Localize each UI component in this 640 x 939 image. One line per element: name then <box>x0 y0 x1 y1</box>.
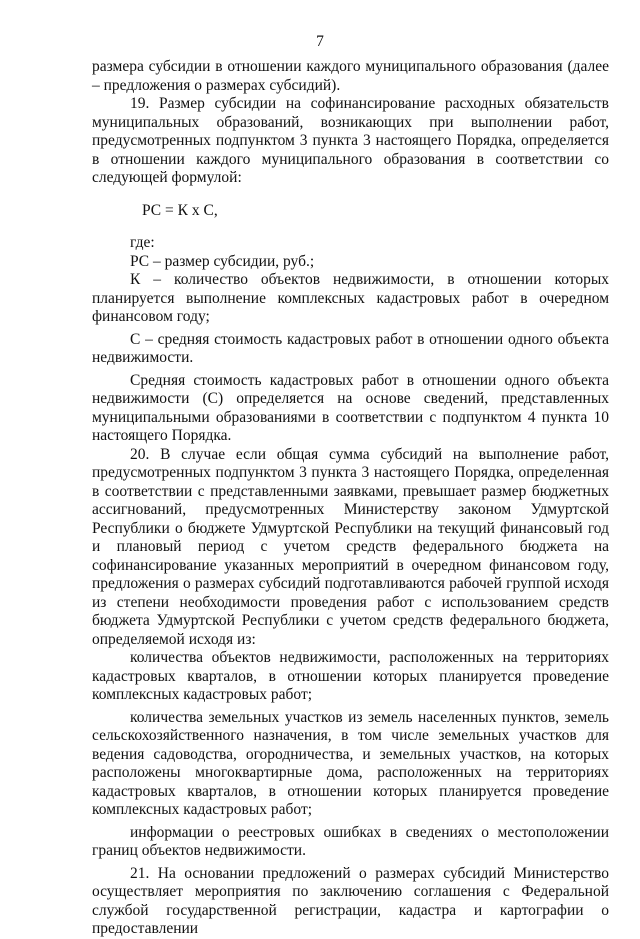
list-item-registry-errors: информации о реестровых ошибках в сведениях о местоположении границ объектов недвижимости. <box>92 823 609 859</box>
list-item-land-plots: количества земельных участков из земель населенных пунктов, земель сельскохозяйственного назначения, в том числе земельных участков для ведения садоводства, огородничества, и земельных участков, на которых расположены многоквартирные дома, расположенных на территориях кадастровых кварталов, в отношении которых планируется проведение комплексных кадастровых работ; <box>92 708 609 818</box>
paragraph-continuation: размера субсидии в отношении каждого муниципального образования (далее – предложения о размерах субсидий). <box>92 58 609 94</box>
document-body <box>92 58 609 939</box>
paragraph-clause-19: 19. Размер субсидии на софинансирование расходных обязательств муниципальных образований, возникающих при выполнении работ, предусмотренных подпунктом 3 пункта 3 настоящего Порядка, определяется в отношении каждого муниципального образования в соответствии со следующей формулой: <box>92 95 609 186</box>
paragraph-average-cost: Средняя стоимость кадастровых работ в отношении одного объекта недвижимости (С) определяется на основе сведений, представленных муниципальными образованиями в соответствии с подпунктом 4 пункта 10 настоящего Порядка. <box>92 371 609 444</box>
formula: РС = К х С, <box>142 201 218 219</box>
list-item-objects: количества объектов недвижимости, расположенных на территориях кадастровых кварталов, в отношении которых планируется проведение комплексных кадастровых работ; <box>92 649 609 703</box>
definition-k: К – количество объектов недвижимости, в отношении которых планируется выполнение комплексных кадастровых работ в очередном финансовом году; <box>92 271 609 325</box>
page-number: 7 <box>316 33 324 50</box>
paragraph-clause-20: 20. В случае если общая сумма субсидий на выполнение работ, предусмотренных подпунктом 3 пункта 3 настоящего Порядка, определенная в соответствии с представленными заявками, превышает размер бюджетных ассигнований, предусмотренных Министерству законом Удмуртской Республики о бюджете Удмуртской Республики на текущий финансовый год и плановый период с учетом средств федерального бюджета на софинансирование указанных мероприятий в очередном финансовом году, предложения о размерах субсидий подготавливаются рабочей группой исходя из степени необходимости проведения работ с использованием средств бюджета Удмуртской Республики с учетом средств федерального бюджета, определяемой исходя из: <box>92 445 609 648</box>
paragraph-clause-21: 21. На основании предложений о размерах субсидий Министерство осуществляет мероприятия по заключению соглашения с Федеральной службой государственной регистрации, кадастра и картографии о предоставлении <box>92 864 609 937</box>
paragraph-where: где: <box>130 234 155 251</box>
definition-rs: РС – размер субсидии, руб.; <box>130 252 315 270</box>
definition-c: С – средняя стоимость кадастровых работ в отношении одного объекта недвижимости. <box>92 330 609 366</box>
